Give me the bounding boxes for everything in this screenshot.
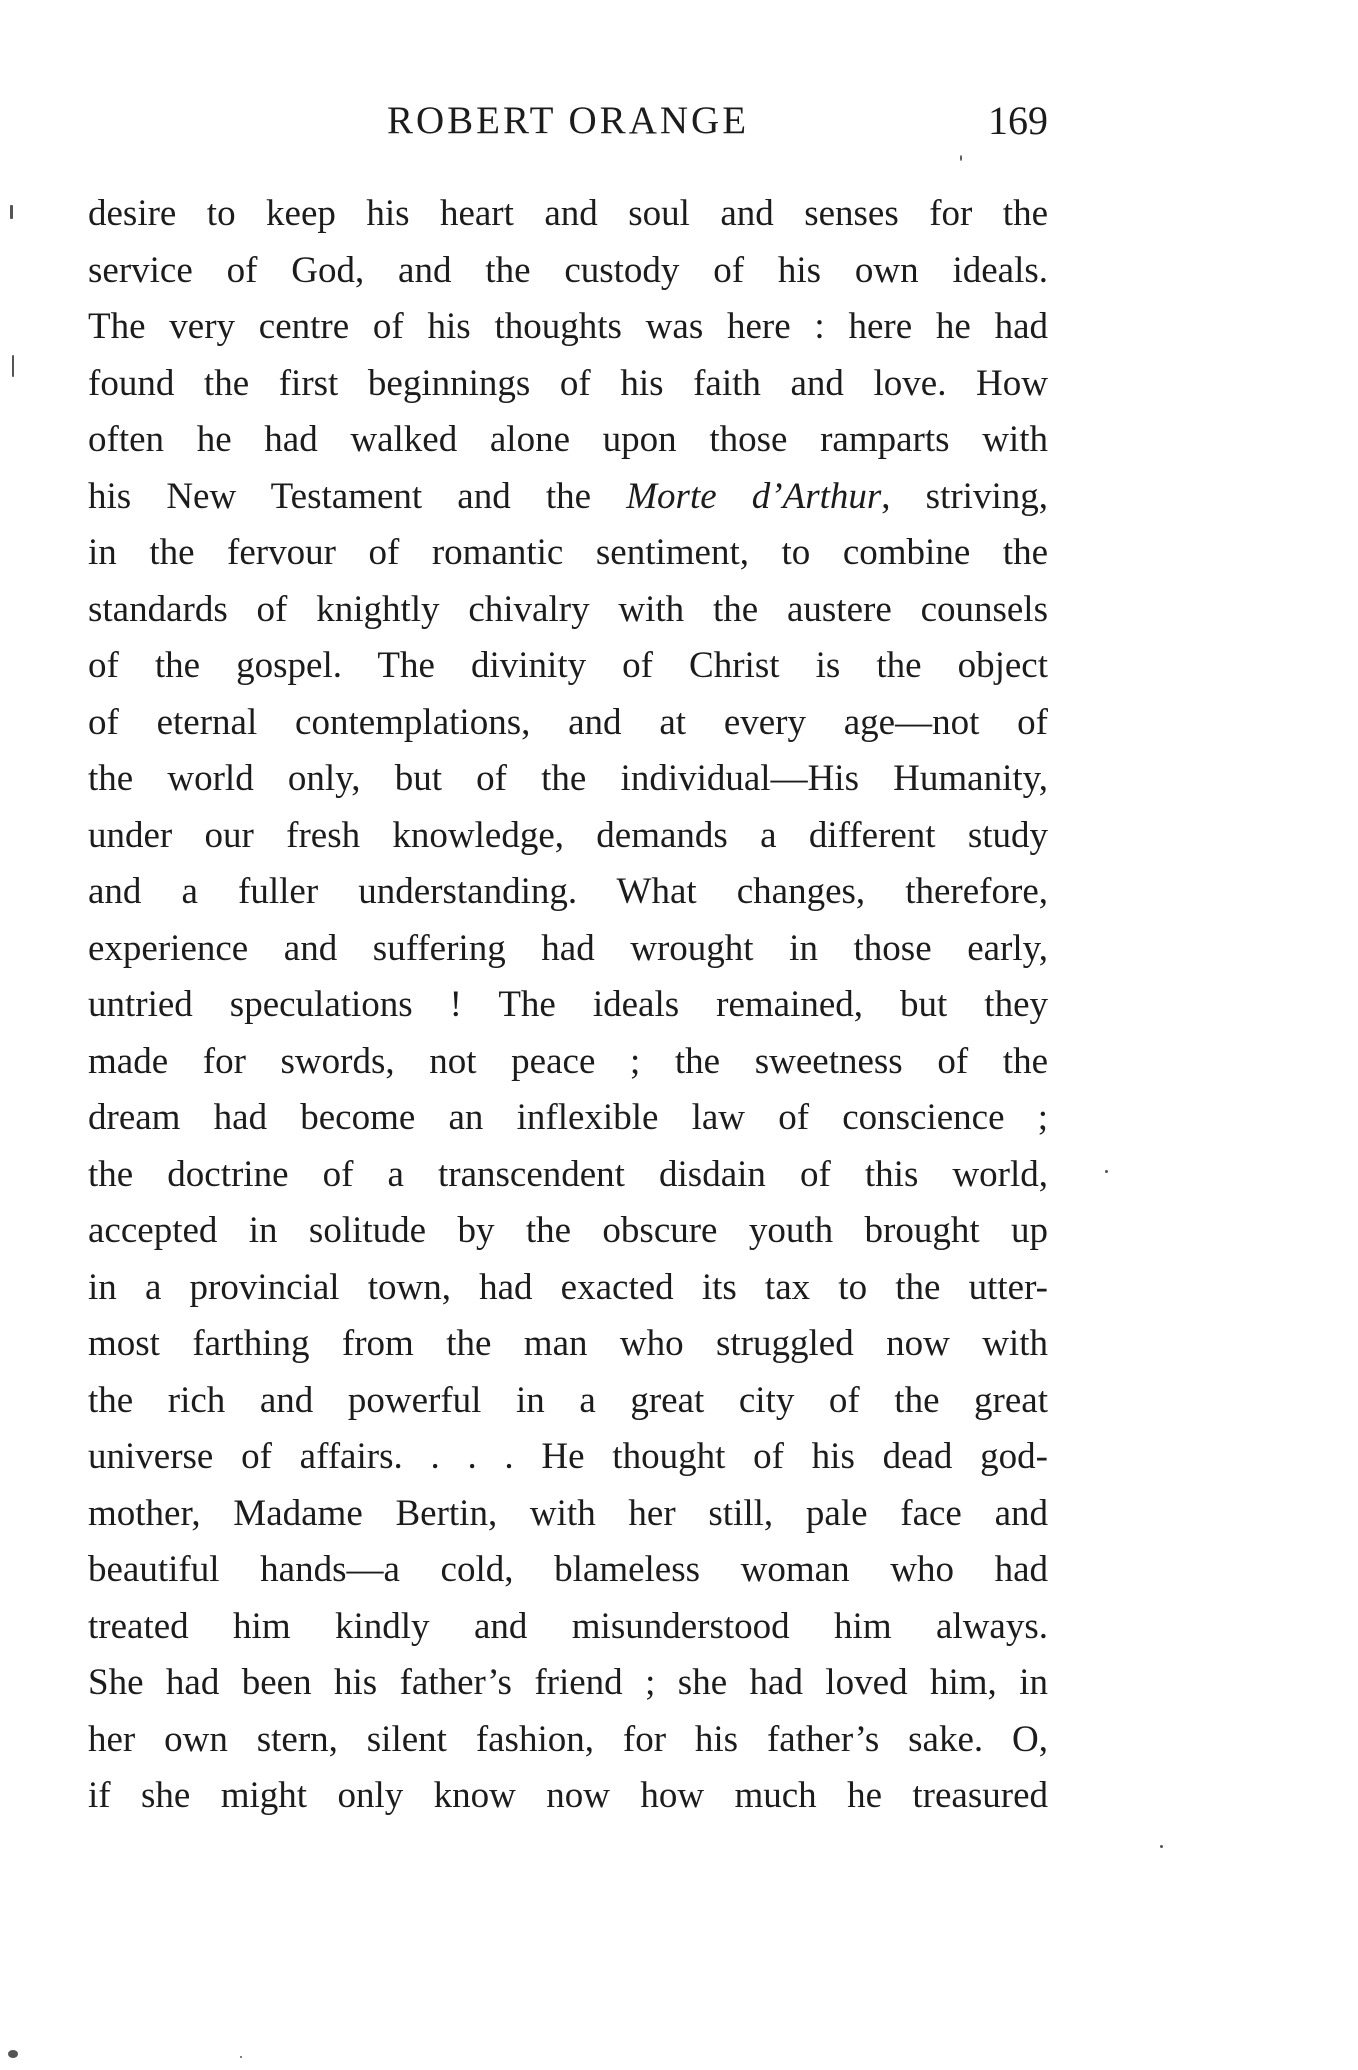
scan-speck bbox=[1105, 1170, 1108, 1173]
text-line: often he had walked alone upon those ramparts with bbox=[88, 419, 1048, 460]
text-line: beautiful hands—a cold, blameless woman who had bbox=[88, 1549, 1048, 1590]
text-line: under our fresh knowledge, demands a different study bbox=[88, 814, 1048, 856]
text-line: of the gospel. The divinity of Christ is the object bbox=[88, 645, 1048, 686]
scan-speck bbox=[8, 2050, 18, 2058]
text-line: universe of affairs. . . . He thought of his dead god- bbox=[88, 1436, 1048, 1477]
text-segment: his New Testament and the bbox=[88, 475, 627, 517]
text-line: untried speculations ! The ideals remained, but they bbox=[88, 984, 1048, 1025]
scan-speck bbox=[1160, 1845, 1163, 1848]
text-line: service of God, and the custody of his own ideals. bbox=[88, 249, 1048, 291]
text-line: in the fervour of romantic sentiment, to combine the bbox=[88, 532, 1048, 573]
text-line: most farthing from the man who struggled now with bbox=[88, 1323, 1048, 1364]
scan-speck bbox=[10, 205, 13, 219]
scan-speck bbox=[960, 155, 962, 161]
book-title-italic: Morte d’Arthur bbox=[626, 475, 882, 517]
text-line: of eternal contemplations, and at every age—not of bbox=[88, 701, 1048, 743]
text-line: treated him kindly and misunderstood him always. bbox=[88, 1605, 1048, 1647]
page-number: 169 bbox=[988, 98, 1048, 143]
text-line: experience and suffering had wrought in those early, bbox=[88, 927, 1048, 969]
text-line: her own stern, silent fashion, for his father’s sake. O, bbox=[88, 1718, 1048, 1760]
running-title: ROBERT ORANGE bbox=[386, 99, 750, 142]
text-line: mother, Madame Bertin, with her still, pale face and bbox=[88, 1492, 1048, 1534]
text-line: the doctrine of a transcendent disdain of this world, bbox=[88, 1153, 1048, 1195]
text-line: desire to keep his heart and soul and senses for the bbox=[88, 193, 1048, 234]
text-line-with-title bbox=[88, 469, 1048, 526]
text-segment: , striving, bbox=[881, 475, 1048, 517]
text-line: accepted in solitude by the obscure youth brought up bbox=[88, 1210, 1048, 1251]
text-line: the rich and powerful in a great city of the great bbox=[88, 1379, 1048, 1421]
scan-speck bbox=[240, 2056, 242, 2058]
text-line: She had been his father’s friend ; she had loved him, in bbox=[88, 1662, 1048, 1703]
text-line: and a fuller understanding. What changes, therefore, bbox=[88, 871, 1048, 912]
text-line: dream had become an inflexible law of conscience ; bbox=[88, 1097, 1048, 1138]
text-line: found the first beginnings of his faith and love. How bbox=[88, 362, 1048, 404]
text-line: in a provincial town, had exacted its tax to the utter- bbox=[88, 1266, 1048, 1308]
text-line: made for swords, not peace ; the sweetness of the bbox=[88, 1040, 1048, 1082]
text-line: if she might only know now how much he treasured bbox=[88, 1775, 1048, 1816]
text-line: The very centre of his thoughts was here : here he had bbox=[88, 306, 1048, 347]
text-line: the world only, but of the individual—His Humanity, bbox=[88, 758, 1048, 799]
running-head bbox=[88, 96, 1048, 146]
body-text bbox=[88, 186, 1048, 1825]
text-line: standards of knightly chivalry with the austere counsels bbox=[88, 588, 1048, 630]
scan-speck bbox=[12, 355, 14, 377]
